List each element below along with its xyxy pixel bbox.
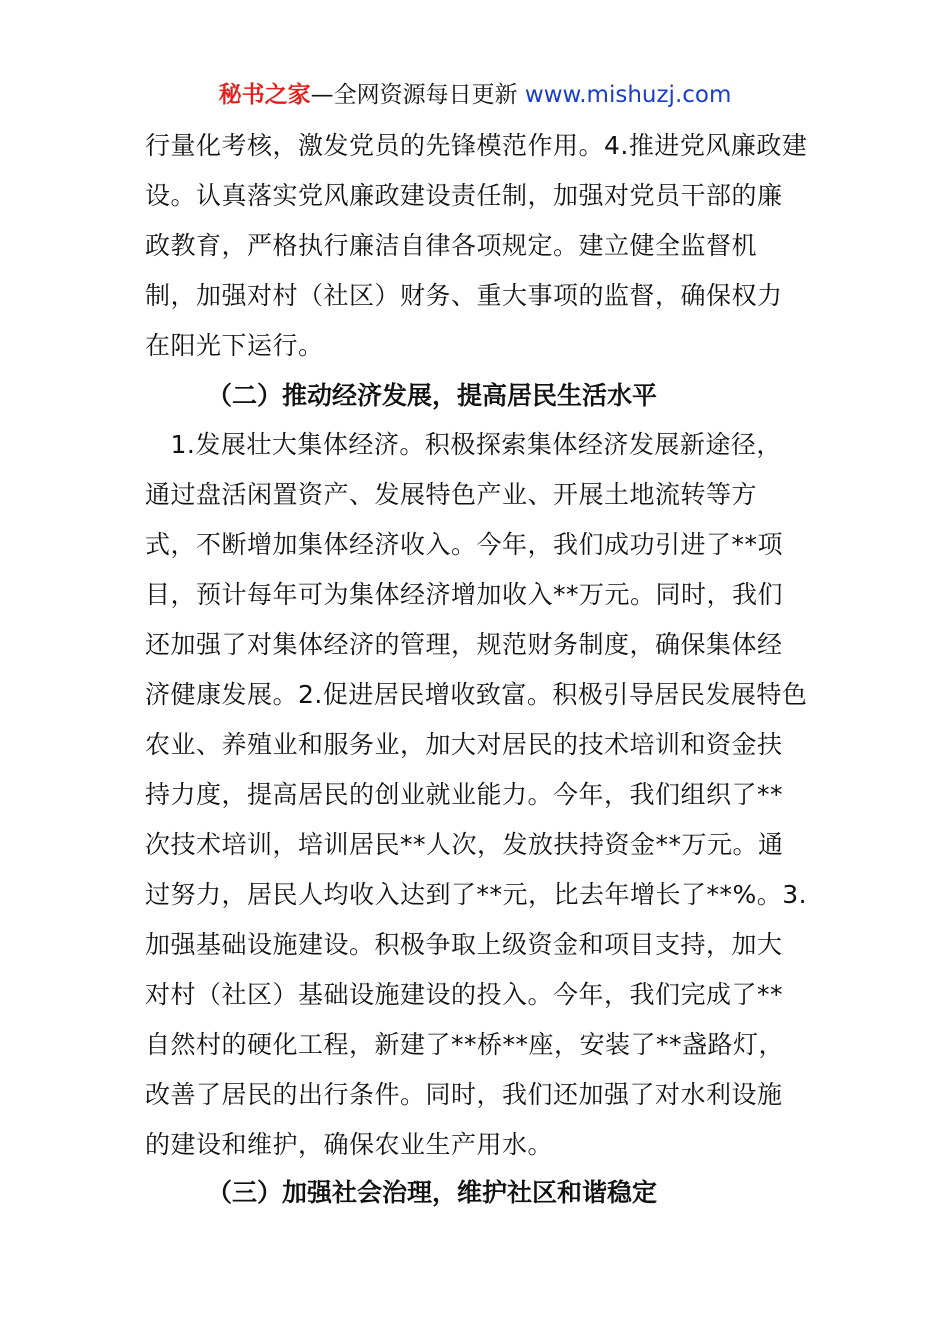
text-line: 的建设和维护，确保农业生产用水。 (145, 1130, 554, 1159)
header-tagline: —全网资源每日更新 (310, 82, 525, 108)
paragraph-economy (145, 420, 807, 1170)
text-line: 农业、养殖业和服务业，加大对居民的技术培训和资金扶 (145, 730, 783, 759)
text-line: 设。认真落实党风廉政建设责任制，加强对党员干部的廉 (145, 181, 783, 210)
text-line: 济健康发展。2.促进居民增收致富。积极引导居民发展特色 (145, 680, 808, 709)
text-line: 自然村的硬化工程，新建了**桥**座，安装了**盏路灯， (145, 1030, 785, 1059)
text-line: 1.发展壮大集体经济。积极探索集体经济发展新途径， (145, 430, 782, 459)
paragraph-party-building (145, 121, 807, 371)
text-line: 行量化考核，激发党员的先锋模范作用。4.推进党风廉政建 (145, 131, 808, 160)
text-line: 持力度，提高居民的创业就业能力。今年，我们组织了** (145, 780, 784, 809)
site-url: www.mishuzj.com (524, 82, 732, 108)
text-line: 还加强了对集体经济的管理，规范财务制度，确保集体经 (145, 630, 783, 659)
text-line: 次技术培训，培训居民**人次，发放扶持资金**万元。通 (145, 830, 784, 859)
text-line: 制，加强对村（社区）财务、重大事项的监督，确保权力 (145, 281, 783, 310)
page-header (0, 80, 950, 110)
section-heading-economy: （二）推动经济发展，提高居民生活水平 (207, 381, 658, 410)
text-line: 对村（社区）基础设施建设的投入。今年，我们完成了** (145, 980, 784, 1009)
section-heading-governance: （三）加强社会治理，维护社区和谐稳定 (207, 1178, 658, 1207)
text-line: 式，不断增加集体经济收入。今年，我们成功引进了**项 (145, 530, 784, 559)
text-line: 加强基础设施建设。积极争取上级资金和项目支持，加大 (145, 930, 783, 959)
text-line: 过努力，居民人均收入达到了**元，比去年增长了**%。3. (145, 880, 808, 909)
text-line: 改善了居民的出行条件。同时，我们还加强了对水利设施 (145, 1080, 783, 1109)
text-line: 政教育，严格执行廉洁自律各项规定。建立健全监督机 (145, 231, 758, 260)
text-line: 在阳光下运行。 (145, 331, 324, 360)
brand-name: 秘书之家 (218, 82, 311, 108)
text-line: 通过盘活闲置资产、发展特色产业、开展土地流转等方 (145, 480, 758, 509)
text-line: 目，预计每年可为集体经济增加收入**万元。同时，我们 (145, 580, 784, 609)
